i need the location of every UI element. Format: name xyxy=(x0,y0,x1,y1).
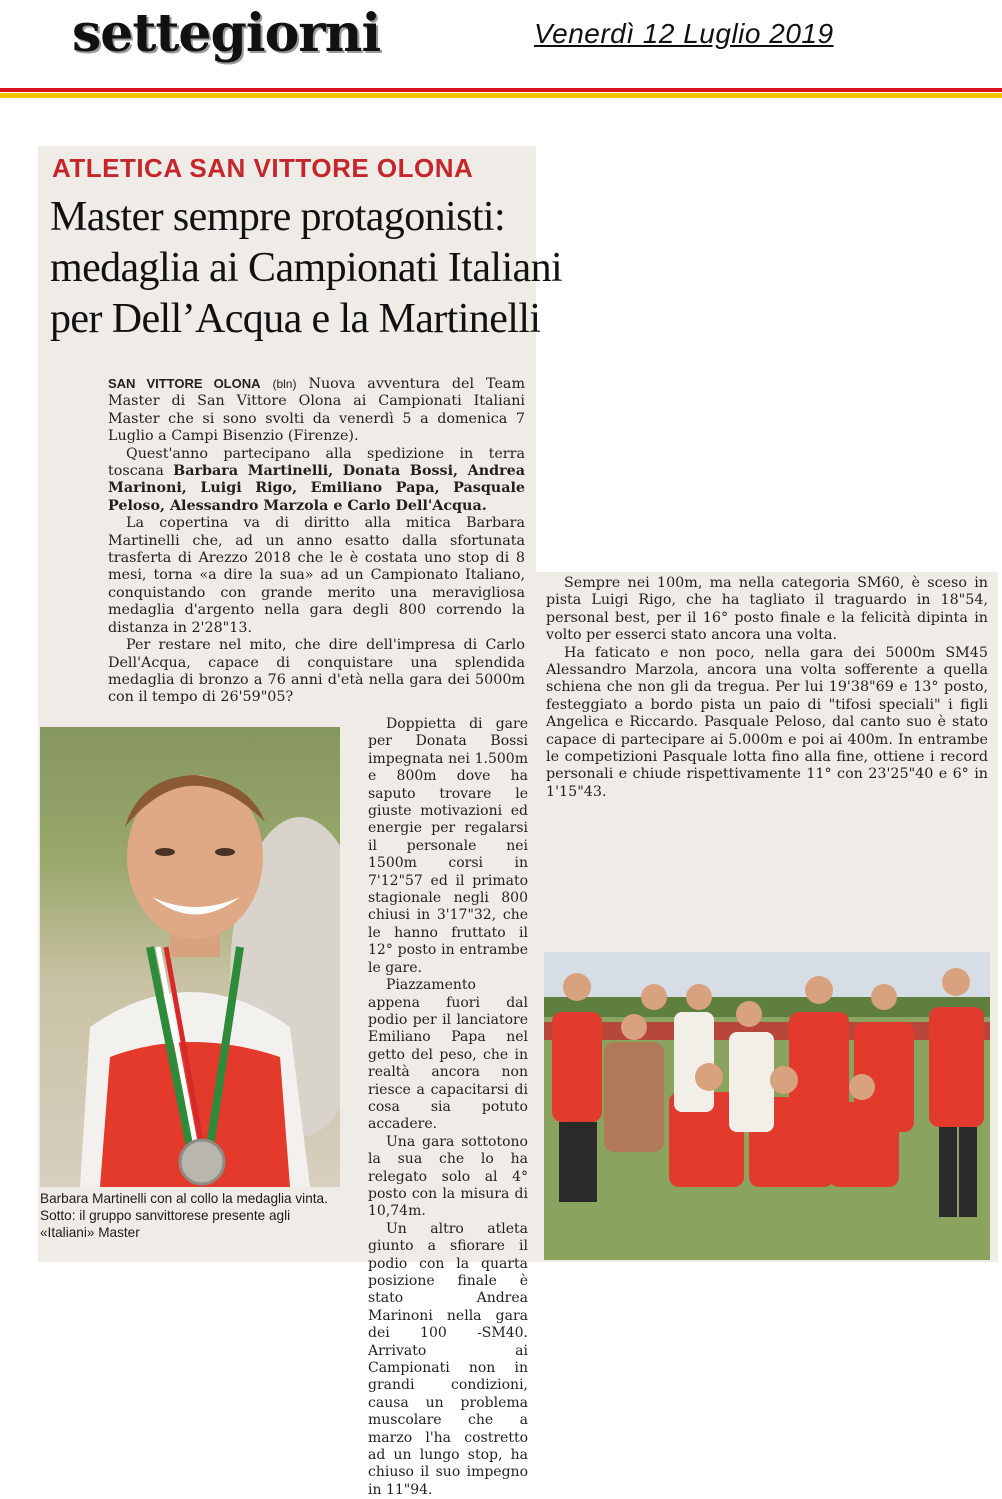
headline-line: per Dell’Acqua e la Martinelli xyxy=(50,296,541,342)
headline-line: Master sempre protagonisti: xyxy=(50,194,506,240)
photo-caption: Barbara Martinelli con al collo la medaglia vinta. Sotto: il gruppo sanvittorese presente agli «Italiani» Master xyxy=(40,1191,328,1240)
article-body-column-1 xyxy=(108,375,525,707)
photo-barbara-martinelli xyxy=(40,727,340,1187)
article-body-column-3 xyxy=(546,575,988,801)
paragraph: Sempre nei 100m, ma nella categoria SM60, è sceso in pista Luigi Rigo, che ha tagliato il traguardo in 18"54, personal best, per il 16° posto finale e la felicità dipinta in volto per esserci stato ancora una volta. xyxy=(546,575,988,644)
athlete-names: Barbara Martinelli, Donata Bossi, Andrea Marinoni, Luigi Rigo, Emiliano Papa, Pasquale Peloso, Alessandro Marzola e Carlo Dell'Acqua. xyxy=(108,463,525,514)
masthead-logo: settegiorni xyxy=(72,3,381,64)
paragraph: La copertina va di diritto alla mitica Barbara Martinelli che, ad un anno esatto dalla sfortunata trasferta di Arezzo 2018 che le è costata uno stop di 8 mesi, torna «a dire la sua» ad un Campionato Italiano, conquistando con grande merito una meravigliosa medaglia d'argento nella gara degli 800 correndo la distanza in 2'28"13. xyxy=(108,515,525,636)
paragraph-text: Nuova avventura del Team Master di San Vittore Olona ai Campionati Italiani Master che si sono svolti da venerdì 5 a domenica 7 Luglio a Campi Bisenzio (Firenze). xyxy=(108,376,526,445)
dateline: SAN VITTORE OLONA xyxy=(108,376,261,391)
paragraph: Una gara sottotono la sua che lo ha relegato solo al 4° posto con la misura di 10,74m. xyxy=(368,1133,528,1220)
article-headline xyxy=(50,192,563,345)
headline-line: medaglia ai Campionati Italiani xyxy=(50,245,563,291)
article-body-column-2 xyxy=(368,716,528,1499)
paragraph-lead xyxy=(108,375,525,446)
athlete-portrait-illustration xyxy=(40,727,340,1187)
publication-date: Venerdì 12 Luglio 2019 xyxy=(534,18,834,49)
article-kicker: ATLETICA SAN VITTORE OLONA xyxy=(52,153,474,183)
header-rule-red xyxy=(0,88,1002,92)
group-photo-illustration xyxy=(544,952,990,1260)
header-rule-yellow xyxy=(0,93,1002,98)
byline: (bln) xyxy=(272,377,297,391)
paragraph: Doppietta di gare per Donata Bossi impegnata nei 1.500m e 800m dove ha saputo trovare le giuste motivazioni ed energie per regalarsi il personale nei 1500m corsi in 7'12"57 ed il primato stagionale negli 800 chiusi in 3'17"32, che le hanno fruttato il 12° posto in entrambe le gare. xyxy=(368,716,528,976)
paragraph: Per restare nel mito, che dire dell'impresa di Carlo Dell'Acqua, capace di conquistare una splendida medaglia di bronzo a 76 anni d'età nella gara dei 5000m con il tempo di 26'59"05? xyxy=(108,637,525,706)
paragraph: Un altro atleta giunto a sfiorare il podio con la quarta posizione finale è stato Andrea Marinoni nella gara dei 100 -SM40. Arrivato ai Campionati non in grandi condizioni, causa un problema muscolare che a marzo l'ha costretto ad un lungo stop, ha chiuso il suo impegno in 11"94. xyxy=(368,1220,528,1498)
photo-team-group xyxy=(544,952,990,1260)
paragraph: Ha faticato e non poco, nella gara dei 5000m SM45 Alessandro Marzola, ancora una volta sofferente a quella schiena che non gli da tregua. Per lui 19'38"69 e 13° posto, festeggiato a bordo pista un paio di "tifosi speciali" i figli Angelica e Riccardo. Pasquale Peloso, dal canto suo è stato capace di partecipare ai 5.000m e poi ai 400m. In entrambe le competizioni Pasquale lotta fino alla fine, ottiene i record personali e chiude rispettivamente 11° con 23'25"40 e 6° in 1'15"43. xyxy=(546,644,988,800)
paragraph: Piazzamento appena fuori dal podio per il lanciatore Emiliano Papa nel getto del peso, che in realtà ancora non riesce a capacitarsi di cosa sia potuto accadere. xyxy=(368,977,528,1133)
paragraph-text: Quest'anno partecipano alla spedizione in terra toscana xyxy=(108,445,525,480)
paragraph xyxy=(108,446,525,516)
